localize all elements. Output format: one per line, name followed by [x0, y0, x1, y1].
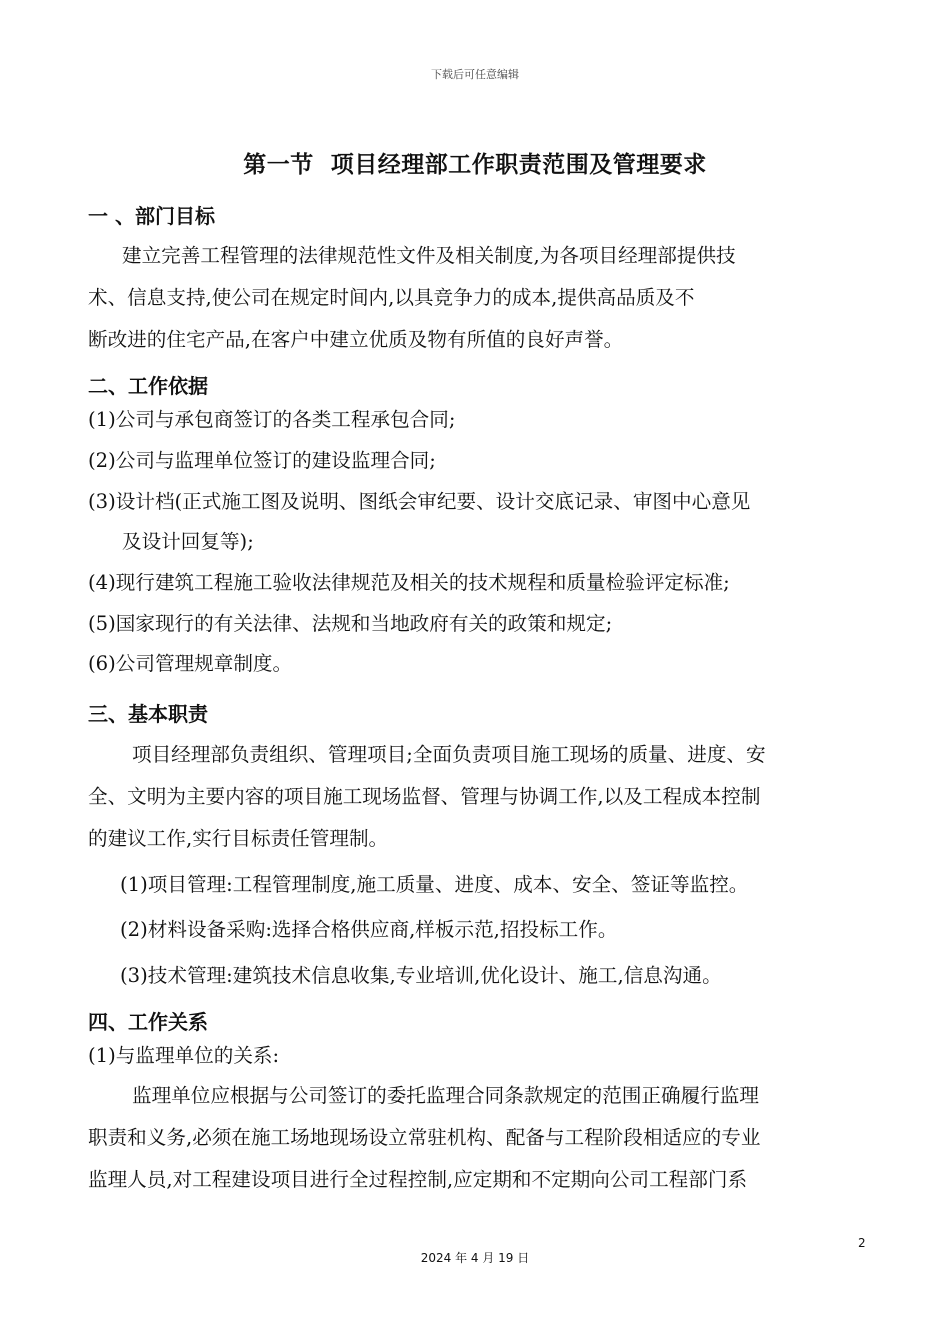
- paragraph-line: 项目经理部负责组织、管理项目;全面负责项目施工现场的质量、进度、安: [132, 743, 766, 766]
- heading-work-basis: 二、工作依据: [88, 374, 208, 398]
- list-item: (1)公司与承包商签订的各类工程承包合同;: [88, 408, 456, 431]
- list-item: (2)材料设备采购:选择合格供应商,样板示范,招投标工作。: [120, 918, 618, 941]
- paragraph-line: 职责和义务,必须在施工场地现场设立常驻机构、配备与工程阶段相适应的专业: [88, 1126, 761, 1149]
- paragraph-line: 监理单位应根据与公司签订的委托监理合同条款规定的范围正确履行监理: [132, 1084, 759, 1107]
- paragraph-line: 的建议工作,实行目标责任管理制。: [88, 827, 389, 850]
- list-item: (4)现行建筑工程施工验收法律规范及相关的技术规程和质量检验评定标准;: [88, 571, 730, 594]
- heading-department-goal: 一 、部门目标: [88, 204, 215, 228]
- list-item-continuation: 及设计回复等);: [122, 530, 254, 553]
- paragraph-line: 术、信息支持,使公司在规定时间内,以具竞争力的成本,提供高品质及不: [88, 286, 695, 309]
- paragraph-line: 断改进的住宅产品,在客户中建立优质及物有所值的良好声誉。: [88, 328, 624, 351]
- list-item: (3)技术管理:建筑技术信息收集,专业培训,优化设计、施工,信息沟通。: [120, 964, 722, 987]
- paragraph-line: 监理人员,对工程建设项目进行全过程控制,应定期和不定期向公司工程部门系: [88, 1168, 748, 1191]
- list-item: (5)国家现行的有关法律、法规和当地政府有关的政策和规定;: [88, 612, 613, 635]
- list-item: (2)公司与监理单位签订的建设监理合同;: [88, 449, 436, 472]
- list-item: (3)设计档(正式施工图及说明、图纸会审纪要、设计交底记录、审图中心意见: [88, 490, 751, 513]
- list-item: (1)与监理单位的关系:: [88, 1044, 280, 1067]
- list-item: (1)项目管理:工程管理制度,施工质量、进度、成本、安全、签证等监控。: [120, 873, 749, 896]
- list-item: (6)公司管理规章制度。: [88, 652, 293, 675]
- paragraph-line: 建立完善工程管理的法律规范性文件及相关制度,为各项目经理部提供技: [122, 244, 736, 267]
- footer-date: 2024 年 4 月 19 日: [420, 1251, 530, 1265]
- paragraph-line: 全、文明为主要内容的项目施工现场监督、管理与协调工作,以及工程成本控制: [88, 785, 761, 808]
- section-title: 第一节 项目经理部工作职责范围及管理要求: [243, 152, 707, 178]
- page-number: 2: [858, 1236, 866, 1250]
- heading-work-relations: 四、工作关系: [88, 1010, 208, 1034]
- header-note: 下载后可任意编辑: [431, 68, 519, 81]
- heading-basic-duties: 三、基本职责: [88, 702, 208, 726]
